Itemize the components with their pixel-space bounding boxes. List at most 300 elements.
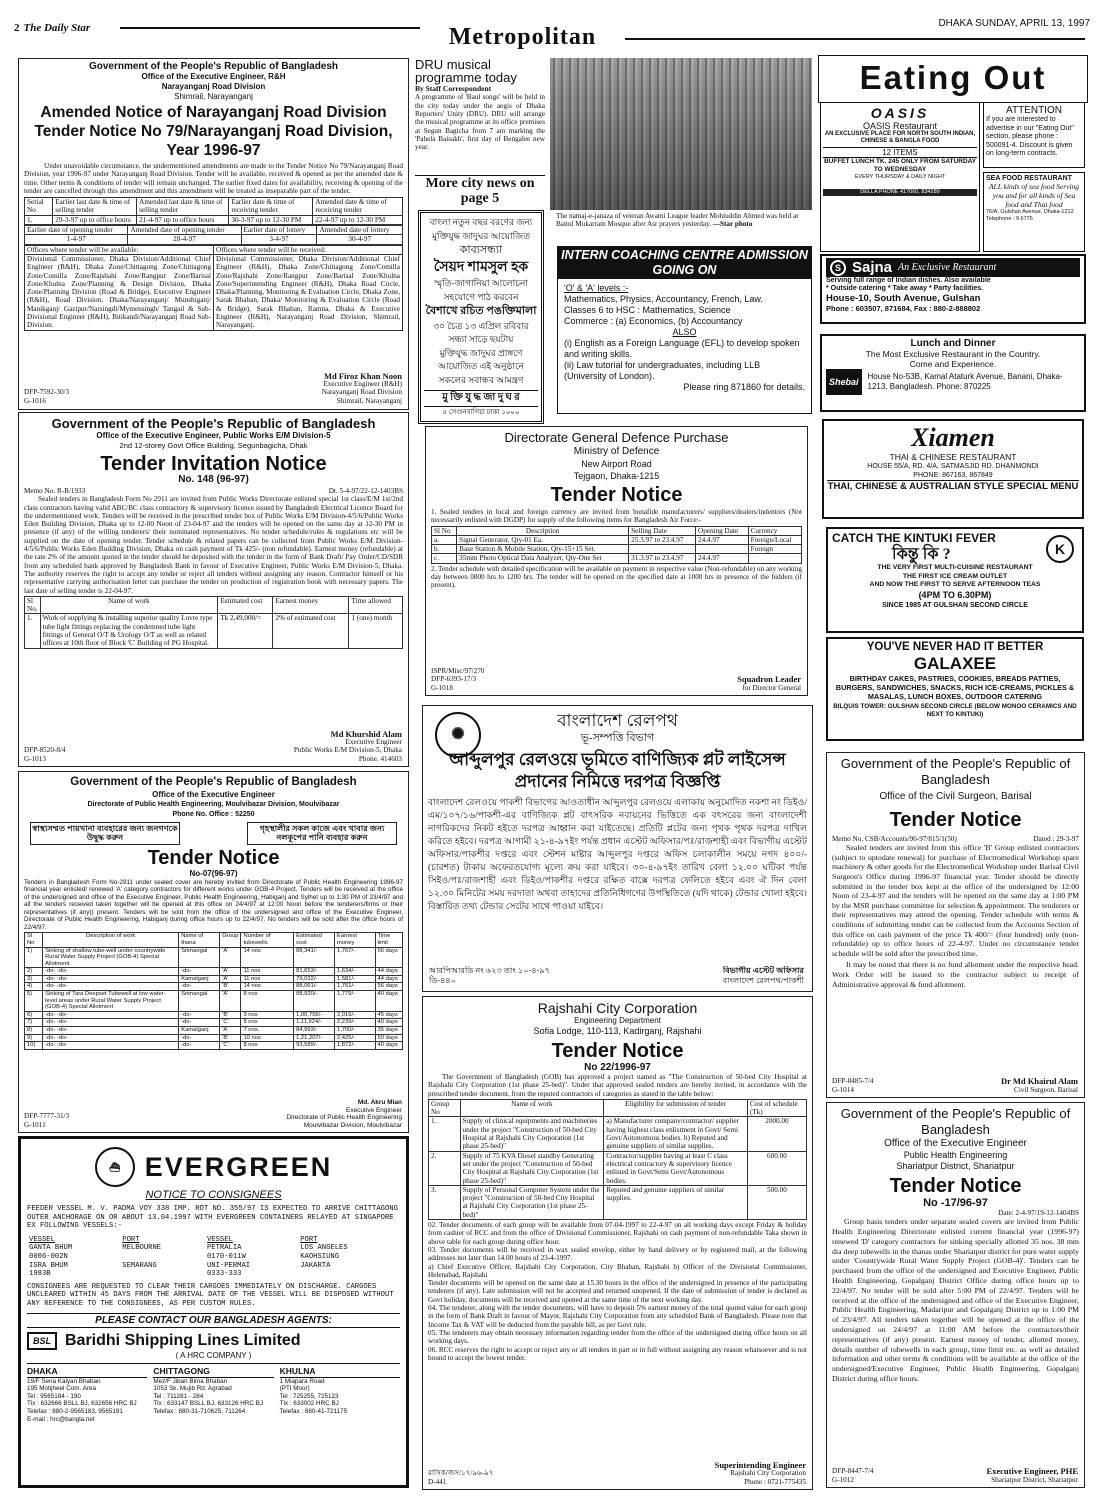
bn-lines — [424, 216, 538, 418]
table-row — [429, 1117, 807, 1151]
kintuki-line-2: THE FIRST ICE CREAM OUTLET — [902, 572, 1008, 580]
table-cell: 2,016/- — [334, 1011, 375, 1019]
table-cell: 2000.00 — [747, 1117, 806, 1151]
th-amended-sell: Amended last date & time of selling tender — [137, 198, 229, 216]
ad-rajshahi-city-corp — [422, 996, 813, 1490]
table-cell: -do- -do- — [43, 1042, 179, 1050]
table-cell: 'C' — [220, 1042, 241, 1050]
office-name: Office of the Executive Engineer, Public Works E/M Division-5 — [96, 431, 331, 440]
office-line: Mez/F Jiban Bima Bhaban — [153, 1377, 228, 1385]
table-row — [25, 991, 403, 1012]
galaxee-name: GALAXEE — [913, 654, 997, 673]
also: ALSO — [672, 327, 697, 337]
sea-head: SEA FOOD RESTAURANT — [986, 175, 1072, 182]
office-line: Tlx : 633147 BSLL BJ, 633126 HRC BJ — [153, 1400, 264, 1408]
table-cell: -do- — [179, 1011, 220, 1019]
vessel-cell: LOS ANGELES — [300, 1244, 348, 1253]
notice-number: No -17/96-97 — [923, 1197, 988, 1209]
th-desc: Description — [457, 526, 629, 535]
th-number: Number of tubewells — [241, 933, 294, 947]
sign-directorate: Directorate of Public Health Engineering — [286, 1114, 402, 1121]
para-2: 2. Tender schedule with detailed specification will be available on payment in respective value (Non-refundable) on any working day between 0800 hrs to 1200 hrs. The tender will be opened on the specified date at 1000 hrs in presence of the bidders (if present). — [431, 564, 802, 590]
vessel-row — [27, 1244, 400, 1253]
attention-body: If you are interested to advertise in our "Eating Out" section, please phone : 500091-4. Discount is given on long-term contracts. — [986, 116, 1074, 157]
note-paragraph: 04. The tenderer, along with the tender documents, will have to deposit 5% earnest money of the total quoted value for each group in the form of Bank Draft in favour of Mayor, Rajshahi City Corporation from any scheduled Bank of Bangladesh. Please note that Income Tax & VAT will be deducted from the payable bill, as per Govt rule. — [428, 1304, 807, 1329]
vessel-cell — [120, 1270, 205, 1279]
items-table-body — [432, 535, 802, 563]
th-desc: Description of work — [43, 933, 179, 947]
office-line: 1 Miapara Road — [279, 1377, 325, 1385]
office-name: Office of the Executive Engineer — [152, 790, 275, 799]
sign-division: Public Works E/M Division-5, Dhaka — [293, 746, 402, 755]
office-line: 195 Motijheel Com. Area — [27, 1385, 96, 1393]
sign-title: Executive Engineer, PHE — [986, 1467, 1078, 1477]
table-cell: -do- — [179, 1019, 220, 1027]
works-table-body — [25, 947, 403, 1049]
table-cell: 24.4.97 — [696, 535, 749, 544]
vessel-cell: ISRA BHUM — [29, 1261, 68, 1270]
office-name: Office of the Executive Engineer, R&H — [141, 72, 286, 81]
sajna-name: Sajna — [852, 259, 893, 276]
table-cell: 1,11,924/- — [294, 1019, 335, 1027]
page-number-and-paper — [14, 18, 114, 34]
td-time: 1 (one) month — [349, 614, 403, 648]
office-city: DHAKA — [27, 1366, 147, 1378]
ministry: Ministry of Defence — [573, 446, 660, 457]
col-vessel-1: VESSEL — [29, 1235, 55, 1244]
th-amended-open: Amended date of opening tender — [128, 226, 241, 235]
offices-available: Divisional Commissioner, Dhaka Division/Additional Chief Engineer (R&H), Dhaka Zone/Chittagong Zone/Chittagong Zone/Comilla Zone/Rajshahi Zone/Rangpur Zone/Barisal Zone/Khulna Zone/Planning & Design Division, Dhaka Zone/Planning Division (Road & Bridge), Executive Engineer (R&H), Road Division, Dhaka/Narayanganj/ Munshiganj/ Manikganj/ Gazipur/Narsingdi/Mymensingh/ Tangail & Sub-Divisional Engineer (R&H), Bitikandi/Narayanganj Road Sub-Division. — [25, 254, 214, 330]
table-cell: Reputed and genuine suppliers of similar supplies. — [604, 1185, 748, 1219]
vessel-cell: JAKARTA — [300, 1261, 331, 1270]
td-cost: Tk 2,49,000/= — [218, 614, 273, 648]
notes — [428, 1221, 807, 1362]
sajna-line-3: House-10, South Avenue, Gulshan — [826, 293, 981, 304]
office-line: Tel : 9565184 - 190 — [27, 1392, 81, 1400]
division-name: Narayanganj Road Division — [161, 82, 266, 91]
office-line: Tlx : 632666 BSLL BJ, 632656 HRC BJ — [27, 1400, 137, 1408]
notice-title: Tender Notice — [889, 809, 1022, 831]
ref: রাসিক/জস/১৭/৯৬-৯৭ — [428, 1469, 494, 1478]
place: Tejgaon, Dhaka-1215 — [573, 471, 660, 481]
memo-line — [24, 487, 403, 495]
bn-line: কাব্যসন্ধ্যা — [459, 244, 503, 256]
kintuki-logo-icon: K — [1046, 535, 1074, 563]
table-cell: Foreign/Local — [748, 535, 801, 544]
g-number: G-1012 — [832, 1475, 854, 1484]
agent-offices — [27, 1363, 400, 1424]
photo-credit: —Star photo — [712, 220, 753, 229]
table-cell: 500.00 — [747, 1185, 806, 1219]
dept: Engineering Department — [574, 1016, 661, 1025]
notice-title: Tender Notice — [550, 484, 683, 506]
office-name: Office of the Civil Surgeon, Barisal — [879, 791, 1032, 802]
paper-name: The Daily Star — [23, 22, 91, 34]
table-cell: Signal Generator, Qty-01 Ea. — [457, 535, 629, 544]
office-name: Office of the Executive Engineer — [884, 1138, 1027, 1149]
table-cell: Supply of 75 KVA Diesel standby Generating set under the project "Construction of 50-bed City Hospital at Rajshahi City Corporation (1st phase 25-bed)" — [460, 1151, 604, 1185]
col-port-1: PORT — [122, 1235, 140, 1244]
ad-sajna — [820, 254, 1086, 324]
table-cell: 40 days — [375, 1019, 402, 1027]
signature-block — [222, 372, 402, 405]
bn-line: মু ক্তি যু দ্ধ জা দু ঘ র — [424, 390, 538, 407]
table-cell: 2,425/- — [334, 1034, 375, 1042]
table-cell: 81,653/- — [294, 968, 335, 976]
sign-division: Narayanganj Road Division — [321, 388, 402, 397]
ref-block — [428, 1469, 493, 1486]
sign-name: Dr Md Khairul Alam — [1000, 1077, 1078, 1087]
sign-name: Md Khurshid Alam — [330, 729, 402, 739]
table-cell: 8 nos — [241, 991, 294, 1012]
table-cell: 1,761/- — [334, 983, 375, 991]
note-paragraph: 02. Tender documents of each group will be available from 07-04-1997 to 22-4-97 on all working days except Friday & holiday from cashier of RCC and from the office of Divisional Commissioner, Rajshahi on cash payment of non-refundable Taka shown in above table for each group during office hour. — [428, 1221, 807, 1246]
vessel-cell: 1983B — [29, 1270, 51, 1279]
table-cell: Foreign — [748, 545, 801, 554]
ref-block — [431, 667, 485, 692]
table-cell: 40 days — [375, 1042, 402, 1050]
table-cell: 2. — [429, 1151, 461, 1185]
table-cell: 14 nos — [241, 947, 294, 968]
head: আব্দুলপুর রেলওয়ে ভূমিতে বাণিজ্যিক প্লট লাইসেন্স প্রদানের নিমিত্তে দরপত্র বিজ্ঞপ্তি — [449, 750, 786, 791]
ad-xiamen — [822, 419, 1084, 519]
section-title-box — [420, 22, 625, 52]
note-paragraph: 05. The tenderers may obtain necessary information regarding tender from the office of the undersigned during office hours on all working days. — [428, 1328, 807, 1346]
table-cell: 35mm Photo Optical Data Analyzer, Qty-One Set — [457, 554, 629, 563]
place: Shimrail, Narayanganj — [174, 92, 253, 101]
gov-title: Government of the People's Republic of Bangladesh — [88, 61, 339, 72]
sign-title: বিভাগীয় এস্টেট অফিসার — [722, 966, 804, 976]
table-cell: 'A' — [220, 947, 241, 968]
law: (ii) Law tutorial for undergraduates, including LLB (University of London). — [564, 360, 761, 381]
table-cell: 2,239/- — [334, 1019, 375, 1027]
notice-title: Amended Notice of Narayanganj Road Division Tender Notice No 79/Narayanganj Road Division, Year 1996-97 — [34, 104, 393, 159]
table-cell: Supply of clinical equipments and machineries under the project "Construction of 50-bed City Hospital at Rajshahi City Corporation (1st phase 25-bed)" — [460, 1117, 604, 1151]
bn-line: বাংলা নতুন বছর বরণের জন্য — [429, 217, 533, 227]
bn-line: ৩০ চৈত্র ১৩ এপ্রিল রবিবার — [433, 320, 529, 331]
head: Directorate General Defence Purchase — [504, 430, 729, 445]
ad-public-works — [18, 412, 409, 767]
signature-block — [202, 1099, 402, 1129]
dfp-ref: DFP-6393-17/3 — [431, 675, 477, 684]
vessel-cell: 0006-002N — [29, 1252, 68, 1261]
table-cell — [748, 554, 801, 563]
bn-line: সকলের সবান্ধব আমন্ত্রণ — [438, 374, 524, 385]
eating-out-title: Eating Out — [859, 59, 1047, 96]
table-cell — [629, 545, 696, 554]
td-amended-open: 28-4-97 — [128, 235, 241, 244]
table-cell: 35 days — [375, 1027, 402, 1035]
table-cell: Srimangal — [179, 947, 220, 968]
dept: Public Health Engineering — [903, 1150, 1008, 1160]
table-cell: b. — [432, 545, 457, 554]
table-cell: 79,032/- — [294, 975, 335, 983]
bn-line: আয়োজিত এই অনুষ্ঠানে — [437, 361, 525, 371]
brand-name: EVERGREEN — [144, 1151, 333, 1182]
table-cell: a) Manufacturer company/contractor/ supplier having highest class enlistment in Govt/ Semi Govt/Autonomous bodies. b) Reputed and genuine suppliers of similar supplies. — [604, 1117, 748, 1151]
table-cell: 600.00 — [747, 1151, 806, 1185]
th-amended-lottery: Amended date of lottery — [317, 226, 403, 235]
table-cell: -do- — [179, 1042, 220, 1050]
memo-date: Dated : 29-3-97 — [1033, 835, 1079, 843]
sign-title: Executive Engineer (R&H) — [323, 380, 402, 389]
table-row — [25, 1011, 403, 1019]
td-sl: 1. — [25, 614, 41, 648]
table-cell: c. — [432, 554, 457, 563]
office-line: Telefax : 880-31-710625, 711264 — [153, 1407, 246, 1415]
intern-head: INTERN COACHING CENTRE ADMISSION GOING ON — [558, 247, 811, 279]
table-cell: -do- -do- — [43, 1034, 179, 1042]
masthead-rule-left — [120, 27, 420, 29]
table-cell: 7) — [25, 1019, 43, 1027]
table-row — [25, 947, 403, 968]
ad-shebai — [820, 334, 1086, 412]
sign-title: Civil Surgeon, Barisal — [1014, 1085, 1078, 1094]
table-cell: 'B' — [220, 1011, 241, 1019]
oasis-tag: AN EXCLUSIVE PLACE FOR NORTH SOUTH INDIAN, CHINESE & BANGLA FOOD — [824, 131, 976, 144]
oasis-items: 12 ITEMS — [823, 147, 977, 158]
sajna-line-2: * Outside catering * Take away * Party facilities. — [826, 285, 984, 292]
th-earnest: Earnest money — [334, 933, 375, 947]
th-selling: Selling Date — [629, 526, 696, 535]
subjects: Mathematics, Physics, Accountancy, French, Law. — [564, 294, 763, 304]
bn-line: বৈশাখে রচিত পঙক্তিমালা — [425, 305, 537, 317]
table-cell: -do- -do- — [43, 968, 179, 976]
shebai-line-2: Come and Experience. — [909, 359, 997, 369]
th-earlier-open: Earlier date of opening tender — [25, 226, 128, 235]
body: Sealed tenders are invited from this office 'B' Group enlisted contractors (subject to uptodate renewal) for purchase of Electromedical Workshop spare machinery & other goods for the Electromedical Workshop under Barisal Civil Surgeon's Office during 1996-97 financial year. Tender should be directly submitted in the tender box kept at the office of the undersigned by 12:00 Noon of 23-4-97 and the tenders will be opened on the same day at 1:00 PM by the MSR purchase committee for selection & appointment. The tenderers or their representatives may attend the opening. Tender schedule with terms & conditions of submitting tender can be collected from the Accounts Section of this office on cash payment of the price Tk 400/= (four hundred) only (non-refundable) up to office hours of 22-4-97. Under no circumstance tender schedule will be sold after the prescribed time. — [832, 843, 1079, 958]
office-line: 1053 Sk. Mujib Rd. Agrabad — [153, 1385, 232, 1393]
vessel-rows — [27, 1244, 400, 1278]
sign-place: Shimrail, Narayanganj — [336, 396, 402, 405]
g-number: G-1013 — [24, 754, 46, 763]
title: Rajshahi City Corporation — [537, 1000, 698, 1016]
office-line: E-mail : hrc@bangla.net — [27, 1415, 95, 1423]
table-cell: Kamalganj — [179, 1027, 220, 1035]
sajna-line-4: Phone : 603507, 871684, Fax : 880-2-888802 — [826, 304, 981, 313]
table-cell: -do- — [179, 983, 220, 991]
table-cell: 8 nos — [241, 1019, 294, 1027]
th-sl: Sl No — [432, 526, 457, 535]
items-table — [431, 526, 802, 564]
table-cell: -do- -do- — [43, 1011, 179, 1019]
office-line: 19/F Sena Kalyan Bhaban — [27, 1377, 101, 1385]
groups-table — [428, 1099, 807, 1220]
vessel-cell — [298, 1270, 400, 1279]
table-cell: -do- -do- — [43, 983, 179, 991]
table-row — [25, 968, 403, 976]
table-cell: 4) — [25, 983, 43, 991]
phone: Phone. 414603 — [358, 754, 402, 763]
ad-evergreen — [18, 1136, 409, 1488]
table-cell: 8) — [25, 1027, 43, 1035]
galaxee-address: BILQUIS TOWER: GULSHAN SECOND CIRCLE (BELOW MONOO CERAMICS AND NEXT TO KINTUKI) — [833, 703, 1077, 718]
ring: Please ring 871860 for details. — [683, 382, 805, 392]
sign-title: Squadron Leader — [737, 675, 801, 685]
td-amended-sell: 21-4-97 up to office hours — [137, 215, 229, 224]
table-cell: 10) — [25, 1042, 43, 1050]
ad-bangladesh-railway — [422, 705, 813, 992]
vessel-row — [27, 1253, 400, 1262]
shebai-line-1: The Most Exclusive Restaurant in the Country. — [865, 349, 1041, 359]
shebai-row — [826, 369, 1080, 395]
body: Group basis tenders under separate sealed covers are invited from Public Health Engineering Directorate enlisted current financial year (1996-97) renewed 'D' category contractors for sinking specially allotted 35 nos. 38 mm dia deep tubewells in the thanas under Shariatpur district for pure water supply under 'Countrywide Rural Water Supply Project (GOB-4)'. Tenders can be purchased from the office of the undersigned and Executive Engineer, Public Health Engineering, Gopalganj District Office during office hours up to 22/4/97. No tender will be sold after 5:00 PM of 22/4/97. Tenders will be received at the office of the undersigned and office of the Executive Engineer, Public Health Engineering, Madaripur and Gopalganj District up to 1:00 PM of 23/4/97. All tenders taken together will be opened at the office of the undersigned on 24/4/97 at 11:00 AM before the contractors/their representatives (if any) present. Earnest money of tender, allotted money, details number of tubewells in each group, time limit etc. as well as detailed information and other terms & conditions will be available at the office of the undersigned/Executive Engineer, Public Health Engineering, Gopalganj District during office hours. — [832, 1217, 1079, 1384]
kintuki-bn: কিন্তু কি ? — [892, 546, 951, 563]
title: বাংলাদেশ রেলপথ — [557, 711, 678, 730]
td-amended-lottery: 30-4-97 — [317, 235, 403, 244]
hrc-line: ( A HRC COMPANY ) — [175, 1350, 252, 1360]
table-cell: 84,993/- — [294, 1027, 335, 1035]
vessel-cell: 0333-333 — [206, 1270, 242, 1279]
td-earnest: 2% of estimated cost — [273, 614, 349, 648]
notice-body: Sealed tenders in Bangladesh Form No 2911 are invited from Public Works Directorate enlisted special 1st class/E/M 1st/2nd class contractors having valid ABC/BC class contractory & supervisory licence issued by Bangladesh Electrical Licence Board for the undermentioned work. Tenders will be received in the prescribed tender box of Public Works E/M Division-4/5/6/Public Works Eden Building Division, Dhaka up to 12-00 Noon of 23-04-97 and the tenders will be opened on the same day at 12-30 PM in presence (if any) of the willing tenderers/ their nominated representatives. No tender schedule/rules & regulations etc will be supplied on the date of opening tender. Tender schedule & related papers can be collected from Public Works E/M Division-4/5/6/Public Works Eden Building Division, Dhaka on cash payment of Tk 425/- (non refundable). Earnest money (refundable) at the rate 2% of the amount quoted in the tender should be deposited with the tender in the form of Bank Draft/ Pay Order/CD/SDR from any scheduled bank approved by Bangladesh Bank in favour of Executive Engineer, Public Works E/M Division-5, Dhaka. The authority reserves the right to accept any tender or reject all tenders without assigning any reason. Contractor himself or his representative carrying authorisation letter can purchase the tender on production of registration book with necessary papers. The last date of selling tender is 22-04-97. — [24, 495, 403, 595]
sajna-header — [826, 258, 1080, 277]
bn-line: মুক্তিযুদ্ধ জাদুঘর প্রাঙ্গণে — [439, 347, 523, 358]
sajna-logo-icon: S — [830, 260, 846, 276]
vessel-cell: 0170-011W — [206, 1252, 246, 1261]
ref-block — [832, 1077, 874, 1094]
table-row — [429, 1151, 807, 1185]
sign-org: Rajshahi City Corporation — [730, 1469, 806, 1478]
table-cell: 45 days — [375, 1011, 402, 1019]
vessel-cell: MELBOURNE — [122, 1244, 162, 1253]
ref-block — [24, 1112, 69, 1129]
kintuki-line-5: SINCE 1985 AT GULSHAN SECOND CIRCLE — [882, 601, 1028, 609]
table-cell: 40 days — [375, 991, 402, 1012]
table-cell: 1,00,756/- — [294, 1011, 335, 1019]
table-cell: 5) — [25, 991, 43, 1012]
table-cell: 10 nos — [241, 1034, 294, 1042]
more-news-box — [415, 175, 545, 207]
th-opening: Opening Date — [696, 526, 749, 535]
gov-title: Government of the People's Republic of Bangladesh — [840, 1106, 1071, 1137]
shebai-logo-icon: Shebai — [826, 369, 862, 395]
table-cell: a. — [432, 535, 457, 544]
sign-office: বাংলাদেশ রেলপথ/পাকশী — [722, 975, 804, 985]
table-cell: Contractor/supplier having at least C class electrical contractory & supervisory licence enlisted in Govt/Semi Govt/Autonomous bodies. — [604, 1151, 748, 1185]
sign-division: Moulvibazar Division, Moulvibazar — [303, 1121, 402, 1129]
notice-number: No 22/1996-97 — [584, 1062, 651, 1073]
table-row — [432, 535, 802, 544]
agent-office — [153, 1366, 273, 1424]
sign-title: Executive Engineer — [345, 738, 402, 747]
td-earlier-open: 1-4-97 — [25, 235, 128, 244]
table-cell: 'B' — [220, 1034, 241, 1042]
railway-emblem-icon: ✺ — [435, 712, 481, 758]
signature-block — [737, 675, 801, 692]
table-cell: 1. — [429, 1117, 461, 1151]
col-vessel-2: VESSEL — [206, 1235, 233, 1244]
oasis-logo-icon: OASIS — [870, 105, 930, 121]
kintuki-line-4: (4PM TO 6.30PM) — [918, 589, 992, 600]
th-cost: Cost of schedule (Tk) — [747, 1099, 806, 1117]
evergreen-logo-icon: ⛴ — [95, 1147, 135, 1187]
table-row — [25, 983, 403, 991]
th-work: Name of work — [40, 596, 218, 614]
table-cell: -do- -do- — [43, 1019, 179, 1027]
ad-galaxee — [826, 637, 1084, 741]
sajna-line-1: Serving full range of Indian dishes. Also available — [826, 277, 991, 284]
notice-title: Tender Notice — [889, 1175, 1022, 1197]
dfp-ref: DFP-8447-7/4 — [832, 1467, 874, 1476]
office-line: Telefax : 880-41-721175 — [279, 1407, 348, 1415]
table-cell: -do- — [179, 968, 220, 976]
office-city: CHITTAGONG — [153, 1366, 273, 1378]
table-cell: 31.3.97 to 23.4.97 — [629, 554, 696, 563]
kintuki-line-1: THE VERY FIRST MULTI-CUISINE RESTAURANT — [877, 564, 1033, 571]
vessel-row — [27, 1262, 400, 1271]
table-cell: 9) — [25, 1034, 43, 1042]
contact-head: PLEASE CONTACT OUR BANGLADESH AGENTS: — [27, 1313, 400, 1328]
sign-title: Superintending Engineer — [714, 1461, 806, 1471]
table-cell: 1) — [25, 947, 43, 968]
dfp-ref: DFP-7592-30/3 — [24, 388, 70, 397]
table-cell: 'B' — [220, 983, 241, 991]
section-title: Metropolitan — [448, 24, 597, 50]
more-news: More city news on page 5 — [425, 176, 535, 206]
table-cell: 50 days — [375, 1034, 402, 1042]
td-earlier-receive: 30-3-97 up to 12-30 PM — [229, 215, 313, 224]
table-row — [25, 1042, 403, 1050]
memo-block — [429, 966, 550, 985]
table-cell: 88,920/- — [294, 991, 335, 1012]
ad-barisal-civil-surgeon — [826, 752, 1085, 1098]
table-cell: 'A' — [220, 1027, 241, 1035]
vessel-row — [27, 1270, 400, 1279]
table-row — [25, 1019, 403, 1027]
table-cell: Kamalganj — [179, 975, 220, 983]
table-cell: 1,779/- — [334, 991, 375, 1012]
kintuki-line-3: AND NOW THE FIRST TO SERVE AFTERNOON TEAS — [869, 581, 1041, 588]
th-time: Time allowed — [349, 596, 403, 614]
sign-for: for Director General — [742, 683, 801, 692]
table-cell: 88,341/- — [294, 947, 335, 968]
place: Shariatpur District, Shariatpur — [896, 1161, 1015, 1171]
table-cell: 93,589/- — [294, 1042, 335, 1050]
oasis-buffet: BUFFET LUNCH TK. 245 ONLY FROM SATURDAY TO WEDNESDAY — [823, 158, 977, 173]
efl: (i) English as a Foreign Language (EFL) to develop spoken and writing skills. — [564, 338, 800, 359]
vessel-cell: KAOHSIUNG — [300, 1252, 340, 1261]
sea-body: ALL kinds of sea food Serving you and for all kinds of Sea food and Thai food — [988, 182, 1080, 209]
table-cell: 1,872/- — [334, 1042, 375, 1050]
th-offices-received: Offices where tender will be received: — [214, 245, 403, 254]
galaxee-head: YOU'VE NEVER HAD IT BETTER — [866, 641, 1044, 653]
body-2: It may be noted that there is no fund allotment under the respective head. Work Order will be issued to the contractor subject to receipt of Administrative approval & fund allotment. — [832, 960, 1079, 989]
photo-caption: The namaj-e-janaza of veteran Awami League leader Mohiuddin Ahmed was held at Baitul Mukarram Mosque after Asr prayers yesterday. — [556, 212, 799, 229]
ad-dgdp — [425, 426, 808, 696]
notice-title: Tender Invitation Notice — [100, 453, 327, 475]
slogan-left: স্বাস্থ্যসম্মত পায়খানা ব্যবহারের জন্য জনগণকে উদ্বুদ্ধ করুন — [30, 822, 180, 845]
bn-line: স্মৃতি-জাগানিয়া আলোচনা — [433, 278, 529, 288]
dates-table — [24, 197, 403, 225]
bn-line: সন্ধ্যা সাড়ে ছয়টায় — [448, 334, 514, 344]
notice-body: Under unavoidable circumstance, the undermentioned amendments are made to the Tender Notice No 79/Narayanganj Road Division, year 1996-97 under Narayanganj Road Division. Tender will be available, received & opened as per the amended date & time. Other terms & conditions of tender will remain unchanged. The earlier fixed dates for availability, receiving & opening of the tender are cancelled through this amendment and this amendment will be treated as inseparable part of the tender. — [24, 162, 403, 195]
table-cell: 25.3.97 to 23.4.97 — [629, 535, 696, 544]
g-number: G-1016 — [24, 396, 46, 405]
phone: Phone : 0721-775435 — [744, 1477, 806, 1486]
th-group: Group — [220, 933, 241, 947]
oasis-small: EVERY THURSDAY & DAILY NIGHT — [854, 174, 946, 180]
td-amended-receive: 22-4-97 up to 12-30 PM — [313, 215, 403, 224]
th-earlier-receive: Earlier date & time of receiving tender — [229, 198, 313, 216]
ad-kintuki — [826, 527, 1084, 633]
groups-table-body — [429, 1117, 807, 1220]
table-cell: 2) — [25, 968, 43, 976]
notice-body: FEEDER VESSEL M. V. PADMA VOY 338 IMP. ROT NO. 355/97 IS EXPECTED TO ARRIVE CHITTAGONG OUTER ANCHORAGE ON OR ABOUT 13.04.1997 WITH EVERGREEN CONTAINERS RELAYED AT SINGAPORE EX FOLLOWING VESSELS:- — [27, 1205, 398, 1231]
shebai-head: Lunch and Dinner — [910, 338, 996, 349]
news-dru — [415, 58, 545, 174]
table-cell: 7 nos. — [241, 1027, 294, 1035]
